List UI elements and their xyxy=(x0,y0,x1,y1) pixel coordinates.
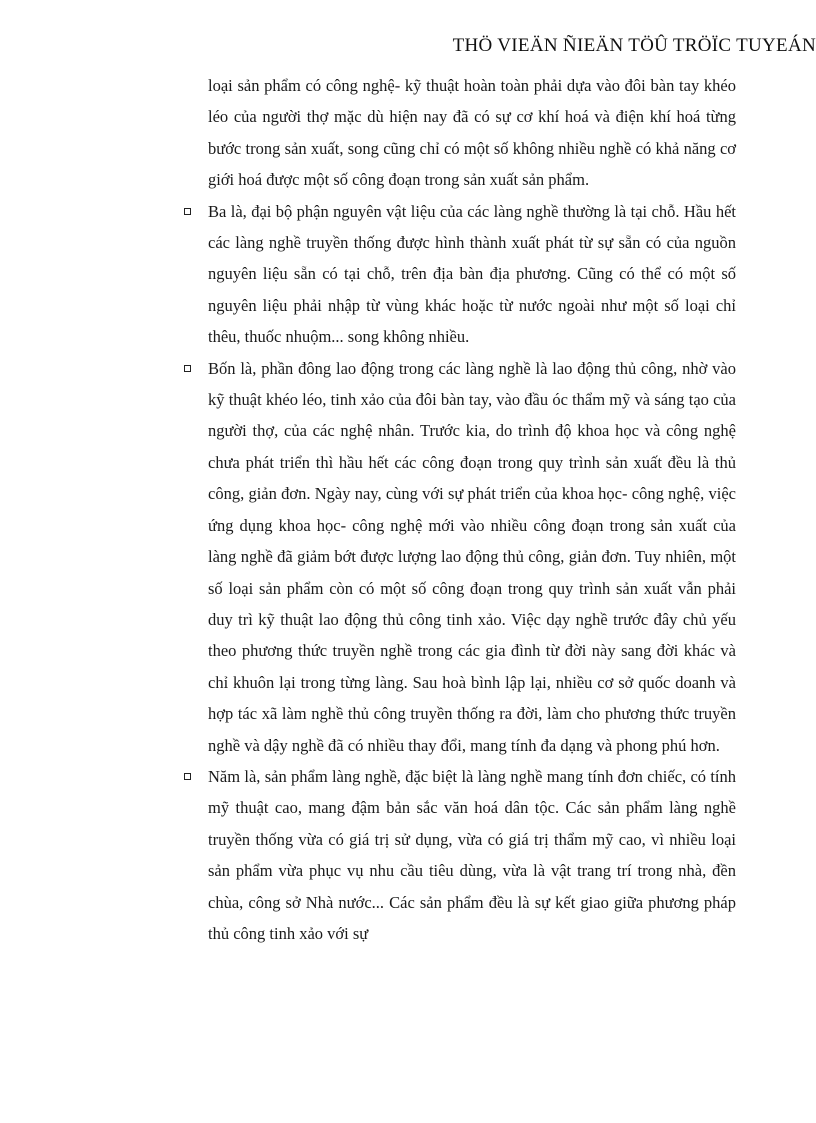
square-bullet-icon xyxy=(184,208,191,215)
bullet-text: Năm là, sản phẩm làng nghề, đặc biệt là làng nghề mang tính đơn chiếc, có tính mỹ thuật cao, mang đậm bản sắc văn hoá dân tộc. Các sản phẩm làng nghề truyền thống vừa có giá trị sử dụng, vừa có giá trị thẩm mỹ cao, vì nhiều loại sản phẩm vừa phục vụ nhu cầu tiêu dùng, vừa là vật trang trí trong nhà, đền chùa, công sở Nhà nước... Các sản phẩm đều là sự kết giao giữa phương pháp thủ công tinh xảo với sự xyxy=(208,766,736,943)
square-bullet-icon xyxy=(184,365,191,372)
document-body xyxy=(208,70,736,949)
bullet-item-nam-la xyxy=(208,761,736,949)
bullet-text: Bốn là, phần đông lao động trong các làng nghề là lao động thủ công, nhờ vào kỹ thuật khéo léo, tinh xảo của đôi bàn tay, vào đầu óc thẩm mỹ và sáng tạo của người thợ, của các nghệ nhân. Trước kia, do trình độ khoa học và công nghệ chưa phát triển thì hầu hết các công đoạn trong quy trình sản xuất đều là thủ công, giản đơn. Ngày nay, cùng với sự phát triển của khoa học- công nghệ, việc ứng dụng khoa học- công nghệ mới vào nhiều công đoạn trong sản xuất của làng nghề đã giảm bớt được lượng lao động thủ công, giản đơn. Tuy nhiên, một số loại sản phẩm còn có một số công đoạn trong quy trình sản xuất vẫn phải duy trì kỹ thuật lao động thủ công tinh xảo. Việc dạy nghề trước đây chủ yếu theo phương thức truyền nghề trong các gia đình từ đời này sang đời khác và chỉ khuôn lại trong từng làng. Sau hoà bình lập lại, nhiều cơ sở quốc doanh và hợp tác xã làm nghề thủ công truyền thống ra đời, làm cho phương thức truyền nghề và dậy nghề đã có nhiều thay đổi, mang tính đa dạng và phong phú hơn. xyxy=(208,358,736,755)
page-header-title: THÖ VIEÄN ÑIEÄN TÖÛ TRÖÏC TUYEÁN xyxy=(452,35,816,56)
bullet-item-bon-la xyxy=(208,353,736,761)
bullet-item-ba-la xyxy=(208,196,736,353)
square-bullet-icon xyxy=(184,773,191,780)
continuation-paragraph: loại sản phẩm có công nghệ- kỹ thuật hoàn toàn phải dựa vào đôi bàn tay khéo léo của người thợ mặc dù hiện nay đã có sự cơ khí hoá và điện khí hoá từng bước trong sản xuất, song cũng chỉ có một số không nhiều nghề có khả năng cơ giới hoá được một số công đoạn trong sản xuất sản phẩm. xyxy=(208,76,736,190)
bullet-text: Ba là, đại bộ phận nguyên vật liệu của các làng nghề thường là tại chỗ. Hầu hết các làng nghề truyền thống được hình thành xuất phát từ sự sẵn có của nguồn nguyên liệu sẵn có tại chỗ, trên địa bàn địa phương. Cũng có thể có một số nguyên liệu phải nhập từ vùng khác hoặc từ nước ngoài như một số loại chỉ thêu, thuốc nhuộm... song không nhiều. xyxy=(208,201,736,347)
